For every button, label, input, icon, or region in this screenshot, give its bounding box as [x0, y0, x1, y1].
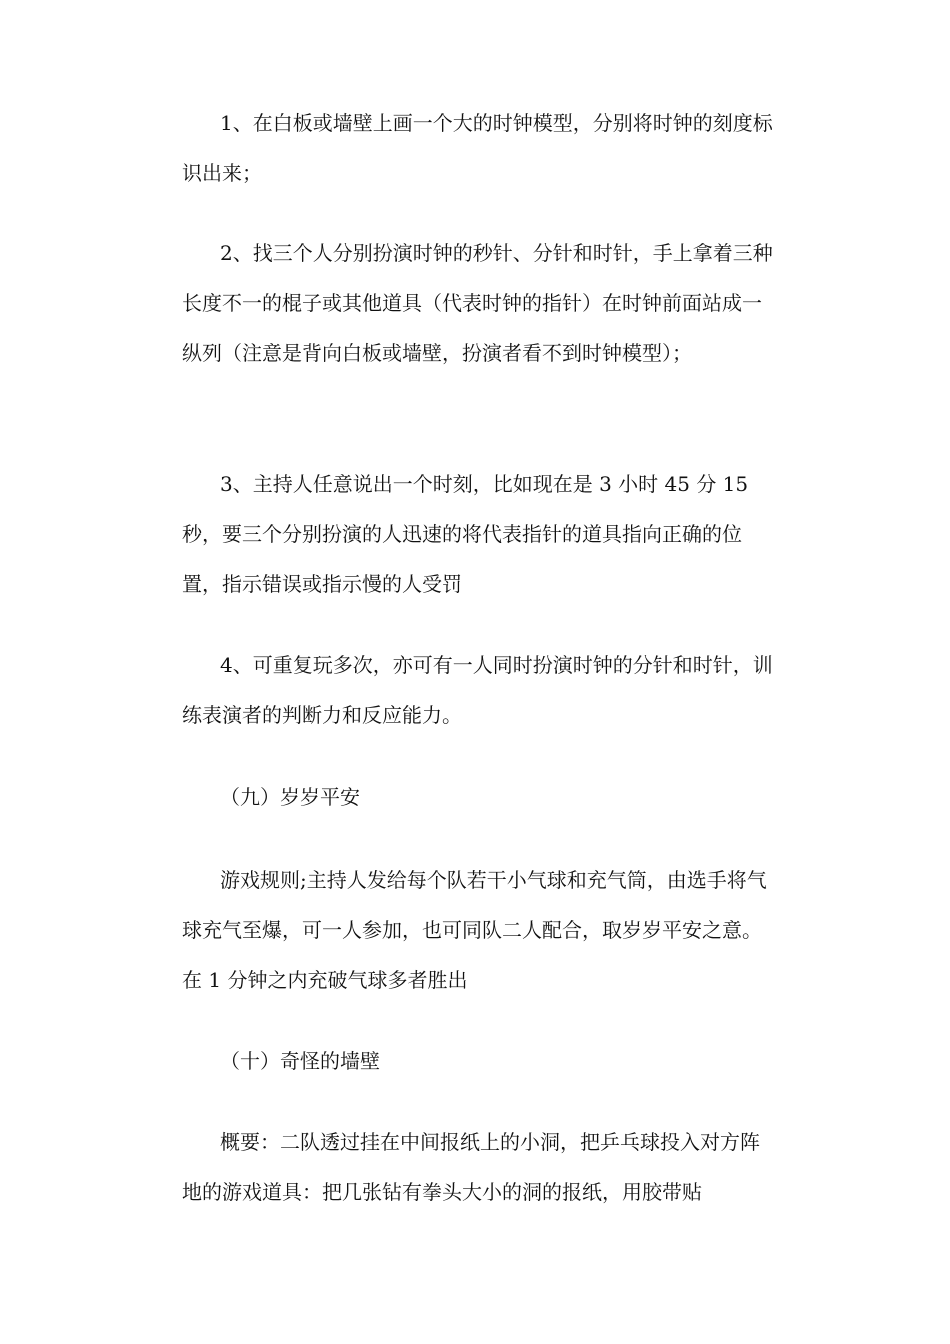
section-heading-9: （九）岁岁平安 [220, 785, 360, 809]
section-10-body: 概要：二队透过挂在中间报纸上的小洞，把乒乓球投入对方阵地的游戏道具：把几张钻有拳头大小的洞的报纸，用胶带贴 [182, 1130, 760, 1204]
paragraph-step-3: 3、主持人任意说出一个时刻，比如现在是 3 小时 45 分 15 秒，要三个分别扮演的人迅速的将代表指针的道具指向正确的位置，指示错误或指示慢的人受罚 [182, 472, 749, 596]
paragraph-step-2: 2、找三个人分别扮演时钟的秒针、分针和时针，手上拿着三种长度不一的棍子或其他道具（代表时钟的指针）在时钟前面站成一纵列（注意是背向白板或墙壁，扮演者看不到时钟模型）； [182, 241, 773, 365]
section-9-body: 游戏规则;主持人发给每个队若干小气球和充气筒，由选手将气球充气至爆，可一人参加，也可同队二人配合，取岁岁平安之意。在 1 分钟之内充破气球多者胜出 [182, 868, 767, 992]
section-heading-10: （十）奇怪的墙壁 [220, 1049, 380, 1073]
paragraph-step-1: 1、在白板或墙壁上画一个大的时钟模型，分别将时钟的刻度标识出来； [182, 111, 773, 185]
paragraph-step-4: 4、可重复玩多次，亦可有一人同时扮演时钟的分针和时针，训练表演者的判断力和反应能力。 [182, 653, 773, 727]
